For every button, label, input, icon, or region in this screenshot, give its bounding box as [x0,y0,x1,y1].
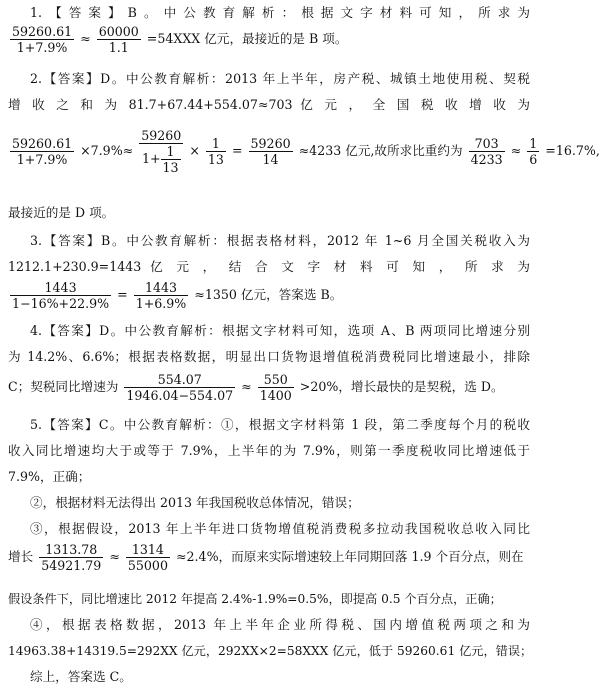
fraction: $\frac{703}{4233}$ [470,136,503,167]
approx-symbol: ≈ [510,143,522,158]
approx-symbol: ≈ [109,549,120,564]
fraction: $\frac{1443}{1-16\%+22.9\%}$ [12,280,110,311]
item5-line4: ②，根据材料无法得出 2013 年我国税收总体情况，错误； [30,495,360,510]
formula-tail: >20%，增长最快的是契税，选 D。 [299,379,504,394]
item5-line7: 假设条件下，同比增速比 2012 年提高 2.4%-1.9%=0.5%，即提高 0.5 个百分点，正确； [8,592,502,606]
item5-formula-line [8,542,530,573]
compound-fraction: 59260 1+ $\frac{1}{13}$ [141,128,182,175]
item5-line8: ④，根据表格数据，2013 年上半年企业所得税、国内增值税两项之和为 [30,617,530,632]
item4-line1: 4.【答案】D。中公教育解析：根据文字材料可知，选项 A、B 两项同比增速分别 [30,323,530,338]
item2-line1: 2.【答案】D。中公教育解析：2013 年上半年，房产税、城镇土地使用税、契税 [30,71,530,86]
item5-line9: 14963.38+14319.5=292XX 亿元，292XX×2=58XXX 亿元，低于 59260.61 亿元，错误； [8,644,533,658]
item1-line1: 1.【答案】B。中公教育解析：根据文字材料可知，所求为 [30,5,530,20]
equals-symbol: = [231,143,243,158]
fraction: $\frac{1}{6}$ [529,136,538,167]
item5-line2: 收入同比增速均大于或等于 7.9%，上半年的为 7.9%，则第一季度税收同比增速低于 [8,443,530,458]
multiply-symbol: × [189,143,200,158]
fraction: $\frac{1313.78}{54921.79}$ [41,542,102,573]
item2-line2: 增 收 之 和 为 81.7+67.44+554.07≈703 亿 元 ， 全 国 税 收 增 收 为 [8,97,530,112]
fraction: $\frac{550}{1400}$ [259,372,292,403]
formula-tail: ≈1350 亿元，答案选 B。 [194,287,343,302]
fraction: $\frac{1443}{1+6.9\%}$ [135,280,187,311]
fraction: $\frac{1}{13}$ [207,136,224,167]
item3-line2: 1212.1+230.9=1443 亿 元 ， 结 合 文 字 材 料 可 知 ， 所 求 为 [8,259,530,274]
formula-text: ×7.9%≈ [80,143,134,158]
item3-formula-line [8,280,530,311]
approx-symbol: ≈ [80,31,91,46]
item2-formula-line [8,128,600,175]
item4-line2: 为 14.2%、6.6%；根据表格数据，明显出口货物退增值税消费税同比增速最小，排除 [8,349,530,364]
formula-text: C；契税同比增速为 [8,379,119,394]
fraction: $\frac{60000}{1.1}$ [98,24,139,55]
item3-line1: 3.【答案】B。中公教育解析：根据表格材料，2012 年 1~6 月全国关税收入为 [30,233,530,248]
item2-line4: 最接近的是 D 项。 [8,205,115,220]
item5-line3: 7.9%，正确； [8,469,91,484]
formula-text: ≈2.4%，而原来实际增速较上年同期回落 1.9 个百分点，则在 [175,549,524,564]
item4-formula-line [8,372,530,403]
item5-line10: 综上，答案选 C。 [30,669,132,684]
approx-symbol: ≈ [241,379,252,394]
fraction: $\frac{59260.61}{1+7.9\%}$ [12,136,73,167]
fraction: $\frac{59260}{14}$ [250,136,291,167]
fraction: $\frac{1314}{55000}$ [127,542,168,573]
fraction: $\frac{59260.61}{1+7.9\%}$ [12,24,73,55]
item1-formula-line [8,24,530,55]
fraction: $\frac{554.07}{1946.04-554.07}$ [126,372,234,403]
item5-line1: 5.【答案】C。中公教育解析：①，根据文字材料第 1 段，第二季度每个月的税收 [30,417,530,432]
item5-line5: ③，根据假设，2013 年上半年进口货物增值税消费税多拉动我国税收总收入同比 [30,521,530,536]
formula-tail: =54XXX 亿元，最接近的是 B 项。 [146,31,348,46]
formula-text: ≈4233 亿元,故所求比重约为 [298,143,463,158]
formula-tail: =16.7%, [545,143,600,158]
formula-text: 增长 [8,549,34,564]
equals-symbol: = [117,287,128,302]
